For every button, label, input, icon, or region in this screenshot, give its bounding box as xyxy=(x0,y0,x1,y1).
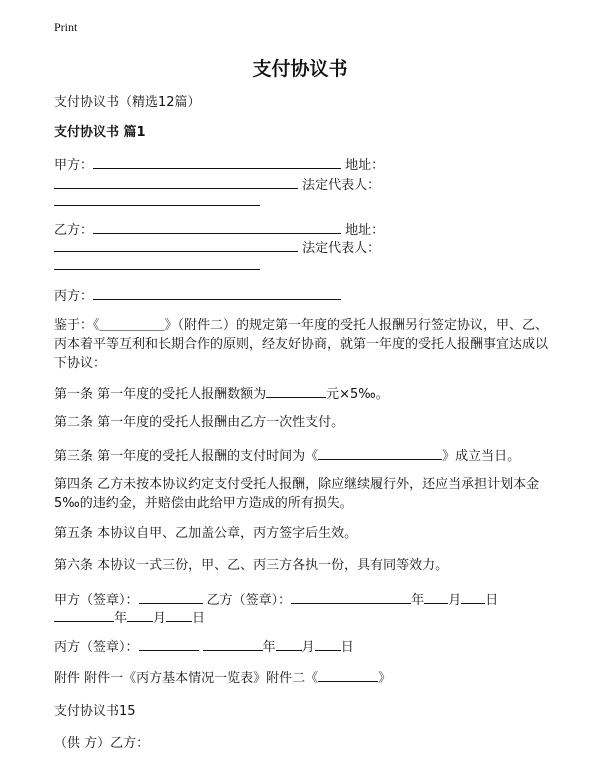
address-label: 地址： xyxy=(345,158,385,173)
party-a-rep-blank xyxy=(54,192,260,206)
subtitle: 支付协议书（精选12篇） xyxy=(54,95,201,110)
sign-a-blank xyxy=(139,590,203,604)
address-label-b: 地址： xyxy=(345,223,385,238)
month-label-3: 月 xyxy=(301,640,315,655)
day-label-3: 日 xyxy=(340,640,354,655)
page-title: 支付协议书 xyxy=(252,58,348,80)
attachment-text: 附件 附件一《丙方基本情况一览表》附件二《 xyxy=(54,671,319,686)
article-3-suffix: 》成立当日。 xyxy=(442,449,521,464)
attachment-blank xyxy=(318,668,378,682)
party-b-line xyxy=(54,220,384,240)
legal-rep-label-b: 法定代表人： xyxy=(302,241,381,256)
party-b-rep-line xyxy=(54,238,380,258)
article-1-text: 第一条 第一年度的受托人报酬数额为 xyxy=(54,387,267,402)
article-5: 第五条 本协议自甲、乙加盖公章，丙方签字后生效。 xyxy=(54,526,358,541)
party-c-line xyxy=(54,286,341,306)
party-a-address-blank xyxy=(54,175,298,189)
sign-c-day-blank xyxy=(315,637,341,651)
year-label-3: 年 xyxy=(262,640,276,655)
article-3 xyxy=(54,446,520,466)
print-link[interactable]: Print xyxy=(54,20,78,34)
year-blank xyxy=(424,590,448,604)
party-a-line xyxy=(54,155,384,175)
article-1-blank xyxy=(266,384,326,398)
party-c-label: 丙方： xyxy=(54,289,94,304)
date-year-blank xyxy=(54,608,114,622)
footer-title: 支付协议书15 xyxy=(54,704,136,719)
article-6: 第六条 本协议一式三份，甲、乙、丙三方各执一份，具有同等效力。 xyxy=(54,558,449,573)
attachment-suffix: 》 xyxy=(378,671,392,686)
article-2: 第二条 第一年度的受托人报酬由乙方一次性支付。 xyxy=(54,415,345,430)
date-month-blank xyxy=(127,608,153,622)
party-b-blank xyxy=(93,220,341,234)
party-a-blank xyxy=(93,155,341,169)
sign-c-month-blank xyxy=(276,637,302,651)
sign-a-label: 甲方（签章）： xyxy=(54,593,139,608)
article-3-blank xyxy=(318,446,442,460)
article-1-suffix: 元×5‰。 xyxy=(326,387,389,402)
sign-c-label: 丙方（签章）： xyxy=(54,640,139,655)
article-4: 第四条 乙方未按本协议约定支付受托人报酬，除应继续履行外，还应当承担计划本金5‰的违约金，并赔偿由此给甲方造成的所有损失。 xyxy=(54,477,540,511)
month-label: 月 xyxy=(448,593,462,608)
party-a-label: 甲方： xyxy=(54,158,94,173)
year-label: 年 xyxy=(411,593,425,608)
preamble: 鉴于：《＿＿＿＿＿》（附件二）的规定第一年度的受托人报酬另行签定协议，甲、乙、丙本着平等互利和长期合作的原则，经友好协商，就第一年度的受托人报酬事宜达成以下协议： xyxy=(54,318,549,371)
legal-rep-label: 法定代表人： xyxy=(302,178,381,193)
section-heading: 支付协议书 篇1 xyxy=(54,125,146,140)
month-blank xyxy=(461,590,485,604)
day-label-2: 日 xyxy=(192,611,206,626)
party-c-blank xyxy=(93,286,341,300)
signature-ab-line xyxy=(54,590,498,610)
sign-c-year-blank xyxy=(203,637,263,651)
party-b-label: 乙方： xyxy=(54,223,94,238)
supplier-line: （供 方）乙方： xyxy=(54,736,150,751)
party-b-extra-line xyxy=(54,256,260,276)
party-b-rep-blank xyxy=(54,256,260,270)
signature-date-line xyxy=(54,608,205,628)
signature-c-line xyxy=(54,637,354,657)
article-3-text: 第三条 第一年度的受托人报酬的支付时间为《 xyxy=(54,449,319,464)
party-b-address-blank xyxy=(54,238,298,252)
date-day-blank xyxy=(166,608,192,622)
day-label: 日 xyxy=(485,593,499,608)
article-1 xyxy=(54,384,389,404)
month-label-2: 月 xyxy=(153,611,167,626)
sign-b-blank xyxy=(291,590,411,604)
year-label-2: 年 xyxy=(114,611,128,626)
attachment-line xyxy=(54,668,391,688)
sign-b-label: 乙方（签章）： xyxy=(206,593,292,608)
sign-c-blank xyxy=(139,637,199,651)
party-a-extra-line xyxy=(54,192,260,212)
